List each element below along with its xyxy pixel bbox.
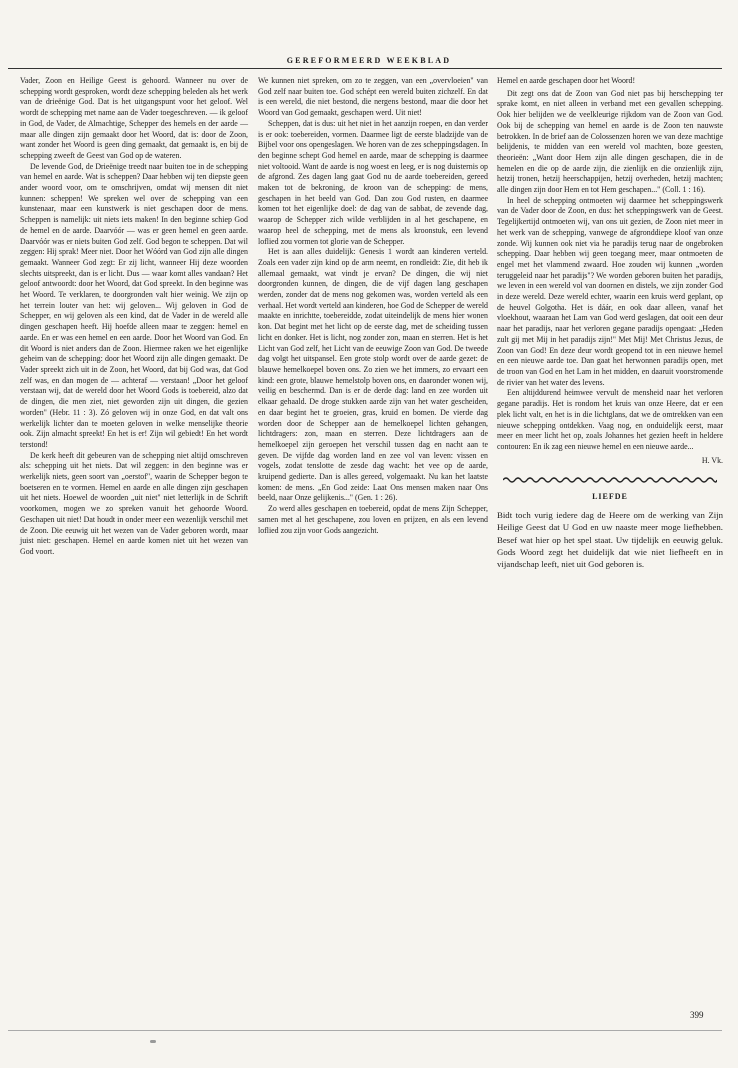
paragraph: We kunnen niet spreken, om zo te zeggen, van een „overvloeien" van God zelf naar buiten toe. God schépt een wereld buiten zichzelf. En dat is een wereld, die niet bestond, die nergens bestond, maar die door het Woord van God gemaakt, geschapen werd. Uit niet! [258, 76, 488, 118]
paragraph: De kerk heeft dit gebeuren van de schepping niet altijd omschreven als: schepping uit het niets. Dat wil zeggen: in den beginne was er werkelijk niets, geen soort van „oerstof", waarin de Schepper begon te boetseren en te vormen. Hemel en aarde en alle dingen zijn geschapen uit het niets. Hoewel de woorden „uit niet" niet letterlijk in de Schrift voorkomen, mogen we zo spreken vanuit het gehoorde Woord. Geschapen uit niet! Dat houdt in onder meer een wezenlijk verschil met de Zoon. Die eeuwig uit het wezen van de Vader geboren wordt, maar juist niet: geschapen. Hemel en aarde komen niet uit het wezen van God voort. [20, 450, 248, 556]
section-heading: Hemel en aarde geschapen door het Woord! [497, 76, 636, 85]
paragraph: Zo werd alles geschapen en toebereid, opdat de mens Zijn Schepper, samen met al het geschapene, zou loven en prijzen, en als een levend loflied zou zijn voor Gods aangezicht. [258, 504, 488, 535]
paragraph: In heel de schepping ontmoeten wij daarmee het scheppingswerk van de Vader door de Zoon, en dus: het scheppingswerk van de Geest. Tegelijkertijd ontmoeten wij, van ons uit gezien, de Zoon niet meer in het werk van de schepping, vanwege de afgronddiepe kloof van onze zonde. Wij kunnen ook niet via he paradijs terug naar de ongebroken schepping. Daar hebben wij geen toegang meer, maar ontmoeten de engel met het vlammend zwaard. Hoe zouden wij kunnen „worden teruggeleid naar het paradijs"? We worden geboren buiten het paradijs, we leven in een wereld vol van doornen en distels, we zijn zonder God in deze wereld. Deze wereld echter, waarin een kruis werd geplant, op de heuvel Golgotha. Het is dáár, en ook daar alleen, vanaf het vloekhout, waaraan het Lam van God werd geslagen, dat ooit een deur naar het paradijs, naar het verloren gegane paradijs opengaat: „Heden zult gij met Mij in het paradijs zijn!" Met Mij! Met Christus Jezus, de Zoon van God! En deze deur wordt geopend tot in een nieuwe hemel en een nieuwe aarde toe. Dan gaat het herwonnen paradijs open, met de troon van God en het Lam in het midden, en daaruit voorstromende de rivier van het water des levens. [497, 195, 723, 387]
column-right [497, 76, 723, 571]
paragraph: Een altijddurend heimwee vervult de mensheid naar het verloren gegane paradijs. Het is rondom het kruis van onze Heere, dat er een plek licht valt, en het is in die lichtglans, dat we de omtrekken van een nieuwe schepping ontdekken. Vaag nog, en onduidelijk eerst, maar meer en meer licht het op, zoals Johannes het gezien heeft in heldere contouren: En ik zag een nieuwe hemel en een nieuwe aarde... [497, 388, 723, 451]
paragraph: Het is aan alles duidelijk: Genesis 1 wordt aan kinderen verteld. Zoals een vader zijn kind op de arm neemt, en rondleidt: Zie, dit heb ik allemaal gemaakt, wat vindt je ervan? De dingen, die wij niet doorgronden kunnen, de dingen, die de vijf dagen lang geschapen werden, zonder dat de mens nog gekomen was, worden verteld als een verhaal. Het wordt verteld aan kinderen, hoe God de Schepper de wereld maakte en inrichtte, toebereidde, zodat uiteindelijk de mens hier wonen kon. Dat begint met het licht op de eerste dag, met de scheiding tussen licht en donker. Het is licht, nog zonder zon, maan en sterren. Het is het Licht van God zelf, het Licht van de eeuwige Zoon van God. De tweede dag volgt het uitspansel. Een grote stolp wordt over de aarde gezet: de blauwe hemelkoepel boven ons. Zo zien we het immers, zo ervaart een kind: een grote, blauwe hemelstolp boven ons, en daaronder wonen wij, veilig en beschermd. Dan is er de derde dag: land en zee worden uit elkaar gehaald. De droge stukken aarde zijn van het water gescheiden, en daar begint het te groeien, gras, kruid en bomen. De vierde dag worden door de Schepper aan de hemelkoepel lichten gehangen, lichtdragers: zon, maan en sterren. Deze lichtdragers aan de hemelkoepel zijn geroepen het verschil tussen dag en nacht aan te geven. De vijfde dag worden land en zee vol van leven: vissen en vogels, zodat tenslotte de zesde dag wacht: het vee op de aarde, kruipend gedierte. Dan is alles gereed, volgemaakt. Nu kan het laatste komen: de mens. „En God zeide: Laat Ons mensen maken naar Ons beeld, naar Onze gelijkenis..." (Gen. 1 : 26). [258, 247, 488, 503]
bottom-divider [8, 1030, 722, 1031]
column-middle [258, 76, 488, 536]
publication-title: GEREFORMEERD WEEKBLAD [286, 56, 452, 65]
header-divider [8, 68, 722, 69]
scan-mark [150, 1040, 156, 1043]
paragraph: Scheppen, dat is dus: uit het niet in het aanzijn roepen, en dan verder is er ook: toebereiden, vormen. Daarmee ligt de eerste bladzijde van de Bijbel voor ons opengeslagen. We horen van de zes scheppingsdagen. In den beginne schept God hemel en aarde, maar de schepping is daarmee niet voltooid. Want de aarde is nog woest en leeg, er is nog duisternis op de afgrond. Zes dagen lang gaat God nu de aarde toebereiden, gereed maken tot de bekroning, de kroon van de schepping: de mens, geschapen in het beeld van God. Dan zou God rusten, en daarmee komen tot het eigenlijke doel: de dag van de sabbat, de zevende dag, waarop de Schepper zich wilde verblijden in al het geschapene, en waarop heel de schepping, met de mens als kroonstuk, een levend loflied zou vormen tot glorie van de Schepper. [258, 118, 488, 246]
wavy-divider [503, 476, 717, 484]
column-left [20, 76, 248, 558]
paragraph: Vader, Zoon en Heilige Geest is gehoord. Wanneer nu over de schepping wordt gesproken, wordt deze schepping beleden als het werk van de drieënige God. Dat is het uitgangspunt voor het geloof. Wel wordt de schepping met name aan de Vader toegeschreven. — ik geloof in God, de Vader, de Almachtige, Schepper des hemels en der aarde — maar alle dingen zijn gemaakt door het Woord, dat is: door de Zoon, want zonder het Woord is geen ding gemaakt, dat gemaakt is, en bij de schepping zweeft de Geest van God op de wateren. [20, 76, 248, 160]
paragraph: De levende God, de Drieënige treedt naar buiten toe in de schepping van hemel en aarde. Wat is scheppen? Daar hebben wij ten diepste geen ander woord voor, om te omschrijven, omdat wij mensen dit niet kunnen: scheppen! We spreken wel over de schepping van een kunstenaar, maar een kunstwerk is niet geschapen door de mens. Scheppen is namelijk: uit niets iets maken! In den beginne schiep God de hemel en de aarde. Daarvóór — was er geen hemel en geen aarde. Daarvóór was er niets buiten God zelf. God begon te scheppen. Dat wil zeggen: Hij sprak! Meer niet. Door het Wóórd van God zijn alle dingen gemaakt. Wanneer God zegt: Er zij licht, wanneer Hij deze woorden slechts uitspreekt, dan is er licht. Dus — waar komt alles vandaan? Het geloof antwoordt: door het Woord, dat God spreekt. In den beginne was het Woord. Te verklaren, te doorgronden valt hier weinig. We zijn op het terrein louter van het: wij geloven... Wij geloven in God de Schepper, en wij geloven als een kind, dat de Vader in de wereld alle dingen geschapen heeft. Hij hoefde alleen maar te zeggen: hemel en aarde. En er was een hemel en een aarde. Door het Woord van God. En dit Woord is niet anders dan de Zoon. Hiermee raken we het eigenlijke geheim van de schepping: door het Woord zijn alle dingen gemaakt. De Vader spreekt zich uit in de Zoon, het Woord, dat bij God was, dat God zelf was, en dan mogen de — achteraf — verstaan! „Door het geloof verstaan wij, dat de wereld door het Woord Gods is toebereid, alzo dat de dingen, die men ziet, niet geworden zijn uit dingen, die gezien worden" (Hebr. 11 : 3). Zó geloven wij in onze God, en dat valt ons werkelijk lichter dan te moeten geloven in welke menselijke theorie ook. Zijn almacht spreekt! En het is er! Zijn wil gebiedt! En het wordt terstond! [20, 161, 248, 449]
author-signature: H. Vk. [701, 455, 723, 465]
liefde-body: Bidt toch vurig iedere dag de Heere om de werking van Zijn Heilige Geest dat U God en uw naaste meer moge liefhebben. Besef wat hier op het spel staat. Uw tijdelijk en eeuwig geluk. Gods Woord zegt het duidelijk dat wie niet liefheeft en in vijandschap leeft, niet uit God geboren is. [497, 510, 723, 570]
liefde-title: LIEFDE [592, 492, 628, 502]
paragraph: Dit zegt ons dat de Zoon van God niet pas bij herschepping ter sprake komt, en niet alleen in verband met een gevallen schepping. Ook hier belijden we de veelkleurige rijkdom van de Zoon van God. Ook bij de schepping van hemel en aarde is de Zoon ten nauwste betrokken. In de brief aan de Colossenzen horen we van deze machtige belijdenis, te midden van een wereld vol machten, boze geesten, theorieën: „Want door Hem zijn alle dingen geschapen, die in de hemelen en die op de aarde zijn, die zienlijk en die onzienlijk zijn, hetzij tronen, hetzij heerschappijen, hetzij overheden, hetzij machten; alle dingen zijn door Hem en tot Hem geschapen..." (Coll. 1 : 16). [497, 88, 723, 195]
page-number: 399 [690, 1010, 704, 1020]
